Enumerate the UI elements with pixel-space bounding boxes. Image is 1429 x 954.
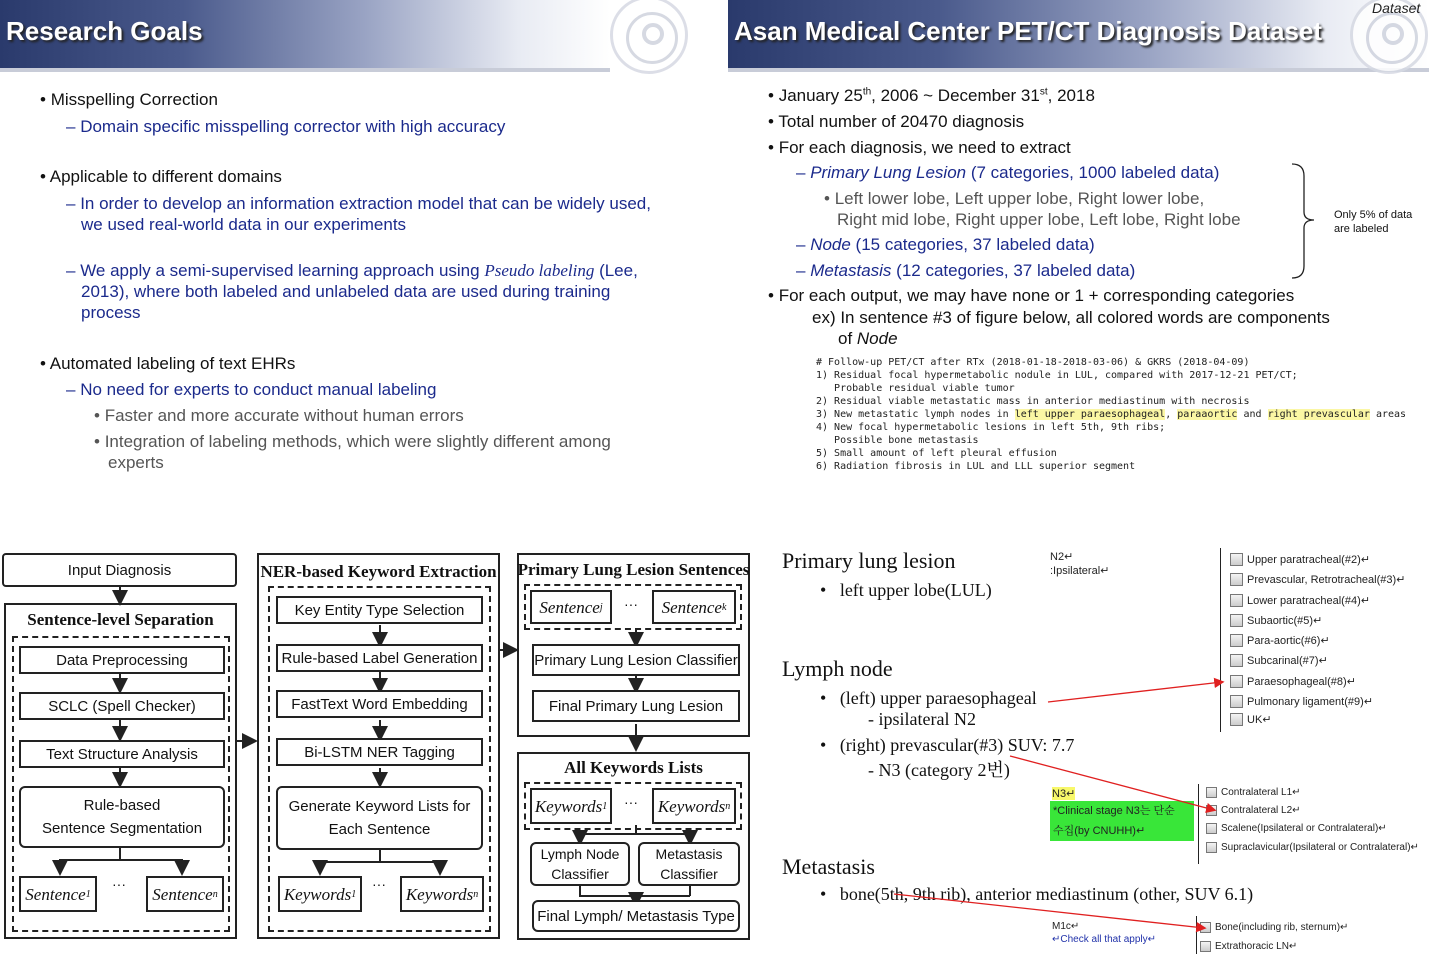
lymph-item-paraesophageal: • (left) upper paraesophageal <box>820 688 1037 708</box>
bullet-extract: • For each diagnosis, we need to extract <box>768 138 1071 157</box>
lymph-classifier-box: Lymph Node Classifier <box>530 842 630 886</box>
sentence-n-box: Sentence n <box>146 876 224 912</box>
right-slide-header <box>728 0 1429 72</box>
sub-bullet-primary: – Primary Lung Lesion (7 categories, 1000 labeled data) <box>796 163 1220 182</box>
dataset-corner-label: Dataset <box>1372 0 1421 16</box>
n2-option: Pulmonary ligament(#9)↵ <box>1230 695 1373 708</box>
sentence-1-box: Sentence 1 <box>19 876 97 912</box>
ellipsis: ··· <box>372 876 386 892</box>
n3-highlight-note: *Clinical stage N3는 단순 수집(by CNUHH)↵ <box>1050 801 1194 841</box>
sub-bullet-pseudo-labeling: – We apply a semi-supervised learning approach using Pseudo labeling (Lee, 2013), where both labeled and unlabeled data are used during training process <box>66 261 638 322</box>
brace-note: Only 5% of data are labeled <box>1334 209 1413 235</box>
sub-bullet-metastasis: – Metastasis (12 categories, 37 labeled data) <box>796 261 1136 280</box>
final-primary-box: Final Primary Lung Lesion <box>532 690 740 722</box>
pet-ct-report <box>816 356 1406 473</box>
n2-option: UK↵ <box>1230 713 1272 726</box>
metastasis-classifier-box: Metastasis Classifier <box>638 842 740 886</box>
sentence-j-box: Sentence j <box>530 590 612 624</box>
left-slide-title: Research Goals <box>6 16 203 46</box>
report-line-3: 3) New metastatic lymph nodes in left upper paraesophageal, paraaortic and right prevascular areas <box>816 409 1407 420</box>
m1c-option: Extrathoracic LN↵ <box>1200 941 1297 952</box>
n3-option-checked: Contralateral L2↵ <box>1206 805 1301 816</box>
n3-option: Supraclavicular(Ipsilateral or Contralateral)↵ <box>1206 842 1419 853</box>
sentence-k-box: Sentence k <box>652 590 736 624</box>
subsub-bullet-lobes: • Left lower lobe, Left upper lobe, Right lower lobe, Right mid lobe, Right upper lobe, Left lobe, Right lobe <box>824 189 1241 229</box>
m1c-label: M1c↵ ↵Check all that apply↵ <box>1052 921 1157 945</box>
checkbox-icon <box>1230 634 1243 647</box>
checkbox-icon <box>1230 573 1243 586</box>
sub-bullet-domain-corrector: – Domain specific misspelling corrector with high accuracy <box>66 117 506 136</box>
primary-lesion-heading: Primary lung lesion <box>782 548 956 573</box>
lymph-item-prevascular: • (right) prevascular(#3) SUV: 7.7 <box>820 735 1075 755</box>
primary-classifier-box: Primary Lung Lesion Classifier <box>532 644 740 676</box>
ellipsis: ··· <box>624 596 638 612</box>
data-preprocessing-box: Data Preprocessing <box>19 646 225 674</box>
example-note: ex) In sentence #3 of figure below, all colored words are components of Node <box>812 308 1330 348</box>
n3-option: Scalene(Ipsilateral or Contralateral)↵ <box>1206 823 1387 834</box>
report-line: 2) Residual viable metastatic mass in anterior mediastinum with necrosis <box>816 396 1250 407</box>
report-line: Possible bone metastasis <box>816 435 979 446</box>
sub-bullet-real-world: – In order to develop an information extraction model that can be widely used, we used real-world data in our experiments <box>66 194 651 234</box>
keywords-1-box: Keywords 1 <box>278 876 362 912</box>
input-diagnosis-box <box>2 553 237 587</box>
left-slide-header <box>0 0 610 72</box>
lymph-node-heading: Lymph node <box>782 656 893 681</box>
bullet-automated-labeling: • Automated labeling of text EHRs <box>40 354 296 373</box>
report-line: 5) Small amount of left pleural effusion <box>816 448 1057 459</box>
n2-option: Prevascular, Retrotracheal(#3)↵ <box>1230 573 1405 586</box>
m1c-option-checked: Bone(including rib, sternum)↵ <box>1200 922 1348 933</box>
report-line: # Follow-up PET/CT after RTx (2018-01-18-2018-03-06) & GKRS (2018-04-09) <box>816 357 1250 368</box>
keywords-n-box: Keywords n <box>652 788 736 824</box>
n2-option: Subcarinal(#7)↵ <box>1230 654 1328 667</box>
fasttext-box: FastText Word Embedding <box>276 690 483 718</box>
bullet-total: • Total number of 20470 diagnosis <box>768 112 1025 131</box>
n2-option-checked: Paraesophageal(#8)↵ <box>1230 675 1356 688</box>
primary-lesion-title: Primary Lung Lesion Sentences <box>517 560 750 579</box>
report-line: 6) Radiation fibrosis in LUL and LLL superior segment <box>816 461 1136 472</box>
rule-label-box: Rule-based Label Generation <box>276 644 483 672</box>
checkbox-icon <box>1230 553 1243 566</box>
sentence-segmentation-box: Rule-based Sentence Segmentation <box>19 786 225 848</box>
bullet-misspelling: • Misspelling Correction <box>40 90 218 109</box>
n2-label: N2↵ :Ipsilateral↵ <box>1050 551 1110 577</box>
primary-lesion-item: • left upper lobe(LUL) <box>820 580 992 600</box>
checkbox-icon <box>1230 594 1243 607</box>
metastasis-item: • bone(5th, 9th rib), anterior mediastinum (other, SUV 6.1) <box>820 884 1254 904</box>
lymph-item-ipsilateral: - ipsilateral N2 <box>868 709 976 729</box>
metastasis-heading: Metastasis <box>782 854 875 879</box>
report-line: 4) New focal hypermetabolic lesions in left 5th, 9th ribs; <box>816 422 1166 433</box>
ellipsis: ··· <box>624 794 638 810</box>
text-structure-box: Text Structure Analysis <box>19 740 225 768</box>
sub-bullet-node: – Node (15 categories, 37 labeled data) <box>796 235 1095 254</box>
university-seal-icon <box>610 0 688 74</box>
bullet-output: • For each output, we may have none or 1 + corresponding categories <box>768 286 1295 305</box>
generate-keywords-box: Generate Keyword Lists for Each Sentence <box>276 786 483 850</box>
subsub-bullet-integration: • Integration of labeling methods, which were slightly different among experts <box>94 432 611 472</box>
brace-icon <box>1290 162 1320 280</box>
bullet-date-range: • January 25th, 2006 ~ December 31st, 2018 <box>768 86 1095 105</box>
subsub-bullet-faster: • Faster and more accurate without human errors <box>94 406 464 425</box>
lymph-item-n3: - N3 (category 2번) <box>868 760 1010 780</box>
n2-option: Lower paratracheal(#4)↵ <box>1230 594 1370 607</box>
checkbox-icon <box>1230 654 1243 667</box>
checkbox-icon <box>1200 941 1211 952</box>
input-diagnosis-label: Input Diagnosis <box>67 561 172 579</box>
n2-option: Para-aortic(#6)↵ <box>1230 634 1330 647</box>
ellipsis: ··· <box>112 876 126 892</box>
keywords-lists-title: All Keywords Lists <box>564 758 703 777</box>
key-entity-box: Key Entity Type Selection <box>276 596 483 624</box>
n3-option: Contralateral L1↵ <box>1206 787 1301 798</box>
sentence-separation-title: Sentence-level Separation <box>27 610 214 629</box>
report-line: 1) Residual focal hypermetabolic nodule in LUL, compared with 2017-12-21 PET/CT; <box>816 370 1298 381</box>
n2-option: Upper paratracheal(#2)↵ <box>1230 553 1370 566</box>
bullet-applicable: • Applicable to different domains <box>40 167 282 186</box>
n3-label: N3↵ <box>1052 788 1076 800</box>
ner-extraction-title: NER-based Keyword Extraction <box>260 562 497 581</box>
spell-checker-box: SCLC (Spell Checker) <box>19 692 225 720</box>
keywords-1-box: Keywords 1 <box>530 788 612 824</box>
n2-option: Subaortic(#5)↵ <box>1230 614 1322 627</box>
report-line: Probable residual viable tumor <box>816 383 1015 394</box>
bilstm-box: Bi-LSTM NER Tagging <box>276 738 483 766</box>
sub-bullet-no-experts: – No need for experts to conduct manual labeling <box>66 380 437 399</box>
right-slide-title: Asan Medical Center PET/CT Diagnosis Dataset <box>734 16 1323 46</box>
final-lymph-metastasis-box: Final Lymph/ Metastasis Type <box>532 900 740 932</box>
keywords-n-box: Keywords n <box>400 876 484 912</box>
mapping-arrows <box>880 670 1240 940</box>
checkbox-icon <box>1230 614 1243 627</box>
